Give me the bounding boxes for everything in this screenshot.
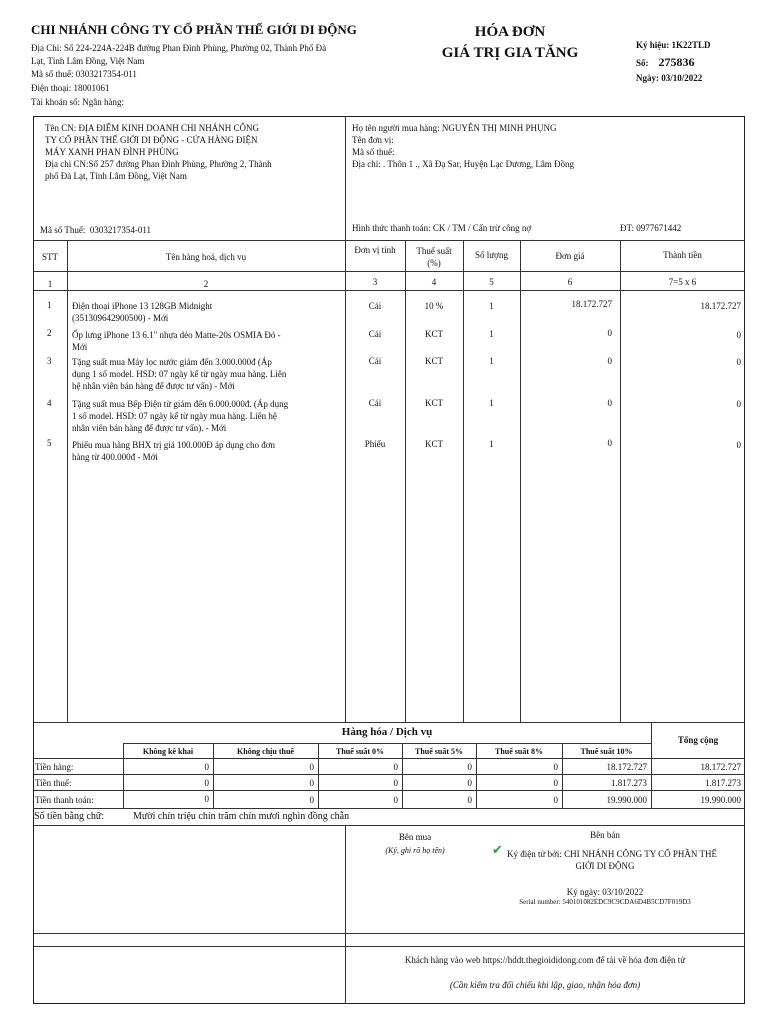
summary-value: 0 <box>467 795 472 805</box>
row-tax: KCT <box>425 398 443 408</box>
amount-in-words: Mười chín triệu chín trăm chín mươi nghìn đồng chẵn <box>133 811 350 822</box>
seller-company-name: CHI NHÁNH CÔNG TY CỔ PHẦN THẾ GIỚI DI ĐỘNG <box>31 22 357 37</box>
row-unit: Phiếu <box>364 439 386 449</box>
summary-col-header: Thuế suất 10% <box>580 747 633 756</box>
summary-value: 0 <box>553 795 558 805</box>
footer-web: Khách hàng vào web https://hddt.thegioididong.com để tải về hóa đơn điện tử <box>404 955 686 965</box>
row-item-name: Tặng suất mua Bếp Điện từ giảm đến 6.000.000đ. (Áp dụng 1 số model. HSD: 07 ngày kể từ ngày mua hàng. Liên hệ nhân viên bán hàng để được tư vấn). - Mới <box>72 399 289 433</box>
summary-col-header: Thuế suất 5% <box>414 747 463 756</box>
summary-value: 0 <box>204 778 209 788</box>
row-tax: 10 % <box>424 301 444 311</box>
row-item-name: Tặng suất mua Máy lọc nước giảm đến 3.000.000đ (Áp dụng 1 số model. HSD: 07 ngày kể từ ngày mua hàng. Liên hệ nhân viên bán hàng để được tư vấn) - Mới <box>72 357 287 391</box>
summary-value: 0 <box>553 762 558 772</box>
summary-value: 0 <box>467 778 472 788</box>
summary-value: 1.817.273 <box>611 778 647 788</box>
row-stt: 5 <box>47 438 52 448</box>
header-amount: Thành tiền <box>663 250 702 260</box>
summary-label: Tiền hàng: <box>35 762 74 772</box>
header-unit: Đơn vị tính <box>354 245 396 255</box>
summary-col-header: Không chịu thuế <box>237 747 294 756</box>
buyer-tax: Mã số thuế: <box>352 147 395 157</box>
invoice-subtitle: GIÁ TRỊ GIA TĂNG <box>441 45 579 61</box>
payment-method: Hình thức thanh toán: CK / TM / Cấn trừ công nợ <box>352 223 532 233</box>
header-stt: STT <box>41 252 58 262</box>
footer-note: (Cần kiểm tra đối chiếu khi lập, giao, nhận hóa đơn) <box>449 980 641 990</box>
summary-value: 0 <box>309 778 314 788</box>
row-tax: KCT <box>425 356 443 366</box>
index-cell: 7=5 x 6 <box>668 277 697 287</box>
row-item-name: Ốp lưng iPhone 13 6.1" nhựa dẻo Matte-20s OSMIA Đỏ - Mới <box>72 330 281 352</box>
signed-by: Ký điện tử bởi: CHI NHÁNH CÔNG TY CỔ PHẦN THẾ <box>507 849 717 859</box>
row-stt: 4 <box>47 398 52 408</box>
summary-value: 19.990.000 <box>606 795 647 805</box>
summary-value: 0 <box>393 778 398 788</box>
row-unit: Cái <box>368 356 382 366</box>
branch-tax-code: Mã số Thuế: 0303217354-011 <box>40 225 152 235</box>
index-cell: 3 <box>372 277 378 287</box>
header-quantity: Số lượng <box>475 250 508 260</box>
row-amount: 0 <box>736 440 741 450</box>
row-tax: KCT <box>425 439 443 449</box>
summary-label: Tiền thuế: <box>35 778 72 788</box>
row-stt: 1 <box>47 300 52 310</box>
summary-value: 0 <box>309 762 314 772</box>
row-stt: 3 <box>47 356 52 366</box>
buyer-signature-note: (Ký, ghi rõ họ tên) <box>385 846 445 855</box>
branch-info: Tên CN: ĐỊA ĐIỂM KINH DOANH CHI NHÁNH CÔNG TY CỔ PHẦN THẾ GIỚI DI ĐỘNG - CỬA HÀNG ĐIỆN MÁY XANH PHAN ĐÌNH PHÙNG Địa chỉ CN:Số 257 đường Phan Đình Phùng, Phường 2, Thành phố Đà Lạt, Tỉnh Lâm Đồng, Việt Nam <box>45 123 272 181</box>
seller-tax-code: Mã số thuế: 0303217354-011 <box>31 69 137 79</box>
summary-value: 0 <box>309 795 314 805</box>
row-price: 18.172.727 <box>571 299 612 309</box>
summary-value: 0 <box>204 794 209 804</box>
row-qty: 1 <box>489 301 494 311</box>
row-price: 0 <box>607 356 612 366</box>
row-amount: 0 <box>736 399 741 409</box>
index-cell: 1 <box>47 279 53 289</box>
summary-value: 18.172.727 <box>606 762 647 772</box>
row-amount: 0 <box>736 357 741 367</box>
sign-date: Ký ngày: 03/10/2022 <box>566 887 644 897</box>
header-unit-price: Đơn giá <box>555 251 585 261</box>
seller-address-line1: Địa Chỉ: Số 224-224A-224B đường Phan Đình Phùng, Phường 02, Thành Phố Đà <box>31 43 327 53</box>
row-amount: 18.172.727 <box>700 301 741 311</box>
summary-label: Tiền thanh toán: <box>35 795 94 805</box>
summary-group-title: Hàng hóa / Dịch vụ <box>341 726 433 738</box>
summary-value: 0 <box>467 762 472 772</box>
header-item-name: Tên hàng hoá, dịch vụ <box>165 252 247 262</box>
row-item-name: Điện thoại iPhone 13 128GB Midnight (351309642900500) - Mới <box>72 301 213 323</box>
row-amount: 0 <box>736 330 741 340</box>
signed-by-line2: GIỚI DI ĐỘNG <box>575 861 635 871</box>
summary-col-header: Không kê khai <box>142 747 194 756</box>
serial-number: Serial number: 540101082EDC9C9CDA6D4B5CD7F019D3 <box>519 898 691 906</box>
row-qty: 1 <box>489 439 494 449</box>
row-qty: 1 <box>489 356 494 366</box>
summary-value: 0 <box>204 762 209 772</box>
row-price: 0 <box>607 328 612 338</box>
summary-total-header: Tổng cộng <box>677 735 719 745</box>
row-qty: 1 <box>489 398 494 408</box>
row-unit: Cái <box>368 329 382 339</box>
seller-account: Tài khoản số: Ngân hàng: <box>31 97 124 107</box>
index-cell: 2 <box>203 279 209 289</box>
buyer-signature-title: Bên mua <box>398 832 432 842</box>
invoice-symbol: Ký hiệu: 1K22TLD <box>636 40 711 50</box>
summary-value: 0 <box>393 795 398 805</box>
buyer-unit: Tên đơn vị: <box>352 135 394 145</box>
row-item-name: Phiếu mua hàng BHX trị giá 100.000Đ áp dụng cho đơn hàng từ 400.000đ - Mới <box>72 440 275 462</box>
summary-value: 0 <box>553 778 558 788</box>
seller-signature-title: Bên bán <box>590 830 620 840</box>
row-qty: 1 <box>489 329 494 339</box>
buyer-phone: ĐT: 0977671442 <box>620 223 682 233</box>
buyer-address: Địa chỉ: . Thôn 1 ., Xã Đạ Sar, Huyện Lạc Dương, Lâm Đồng <box>352 159 575 169</box>
row-unit: Cái <box>368 398 382 408</box>
amount-in-words-label: Số tiền bằng chữ: <box>34 811 105 822</box>
summary-col-header: Thuế suất 8% <box>494 747 543 756</box>
header-tax-rate: Thuế suất (%) <box>416 246 452 268</box>
seller-address-line2: Lạt, Tỉnh Lâm Đồng, Việt Nam <box>31 56 145 66</box>
row-price: 0 <box>607 438 612 448</box>
row-stt: 2 <box>47 328 52 338</box>
seller-phone: Điện thoại: 18001061 <box>31 83 110 93</box>
summary-total: 1.817.273 <box>705 778 741 788</box>
invoice-date: Ngày: 03/10/2022 <box>636 73 703 83</box>
row-price: 0 <box>607 398 612 408</box>
row-tax: KCT <box>425 329 443 339</box>
summary-total: 18.172.727 <box>700 762 741 772</box>
index-cell: 5 <box>489 277 494 287</box>
buyer-info <box>352 122 742 170</box>
invoice-title: HÓA ĐƠN <box>474 24 546 40</box>
summary-value: 0 <box>393 762 398 772</box>
row-unit: Cái <box>368 301 382 311</box>
summary-total: 19.990.000 <box>700 795 741 805</box>
check-icon: ✔ <box>492 842 503 857</box>
buyer-name: Họ tên người mua hàng: NGUYỄN THỊ MINH PHỤNG <box>352 123 557 133</box>
index-cell: 4 <box>431 277 437 287</box>
invoice-number: Số: 275836 <box>636 55 695 69</box>
index-cell: 6 <box>567 277 573 287</box>
summary-col-header: Thuế suất 0% <box>335 747 384 756</box>
